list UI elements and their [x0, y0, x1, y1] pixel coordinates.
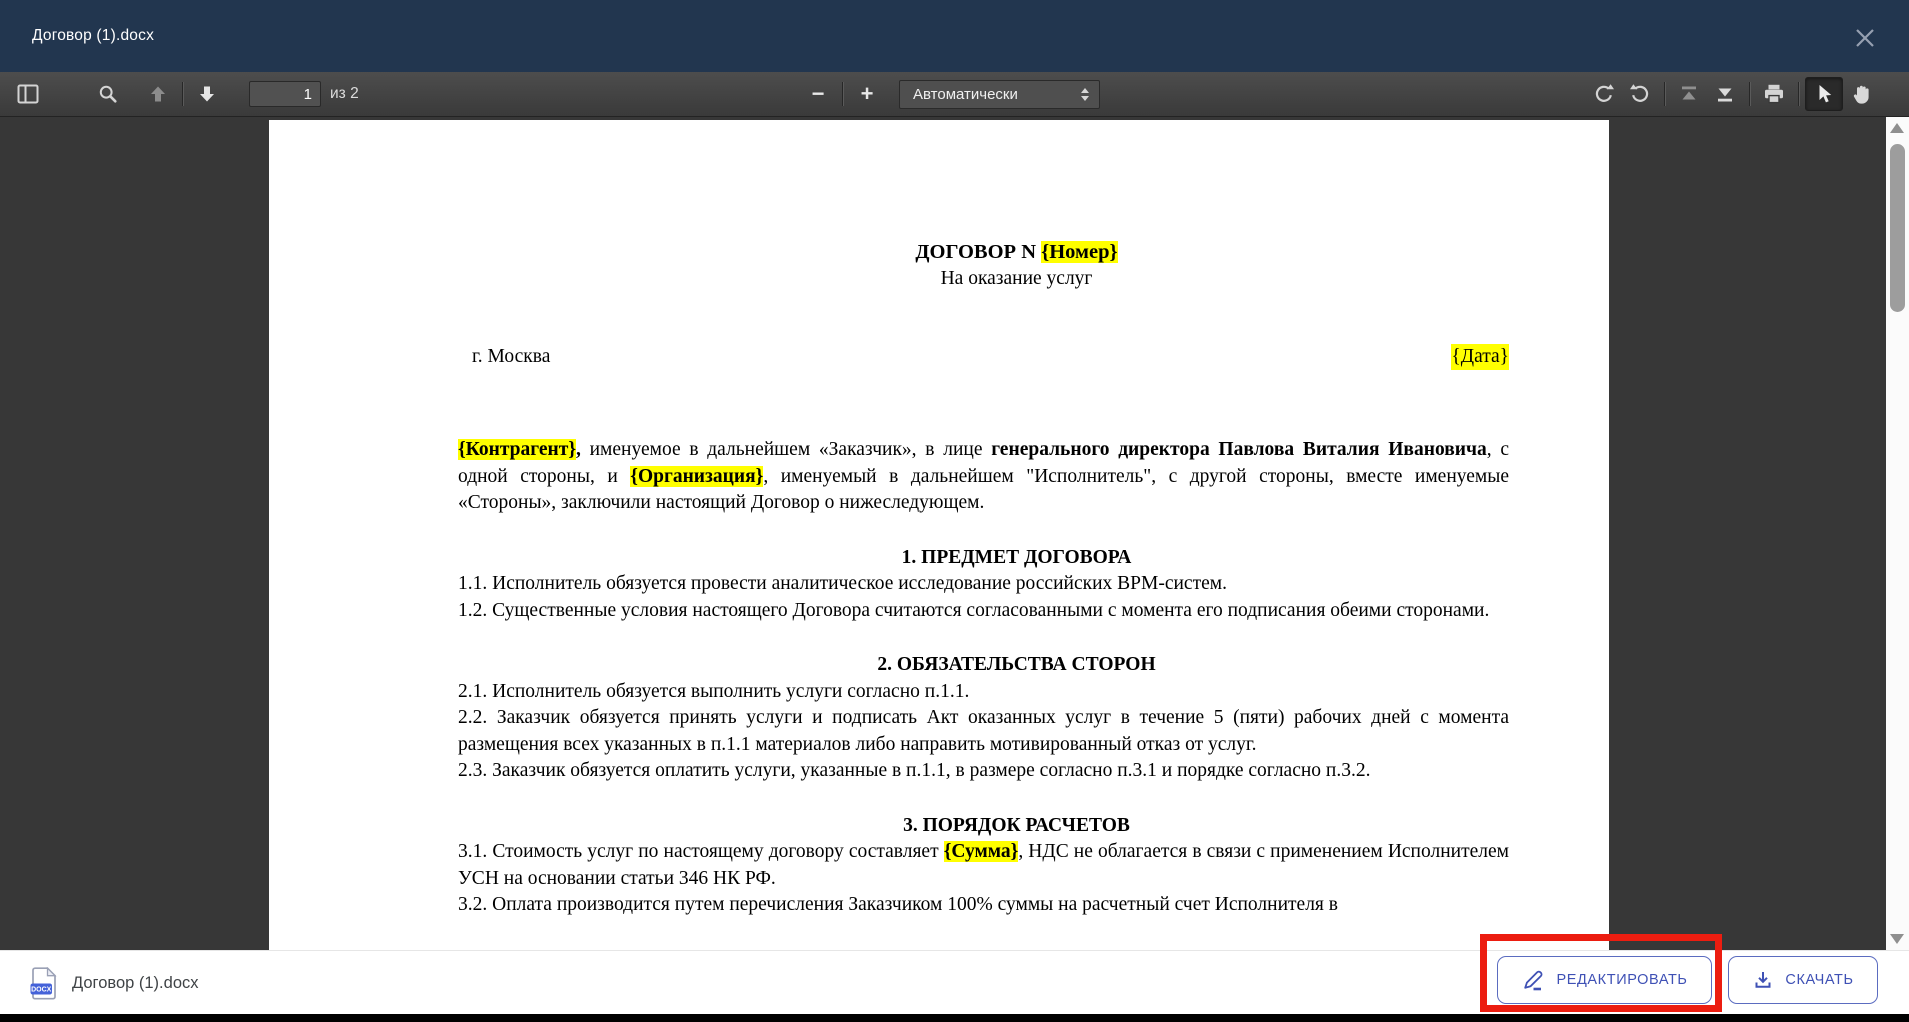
toolbar-separator [1664, 82, 1665, 106]
zoom-level-select[interactable] [899, 80, 1100, 109]
search-button[interactable] [90, 77, 126, 111]
page-count-label: из 2 [330, 85, 359, 102]
download-button-label: СКАЧАТЬ [1785, 972, 1854, 988]
contract-title: ДОГОВОР N {Номер} [915, 241, 1118, 263]
hand-tool-button[interactable] [1843, 77, 1879, 111]
page-number-input[interactable] [249, 81, 321, 107]
pdf-toolbar [0, 72, 1909, 117]
first-page-icon [1678, 84, 1700, 104]
zoom-in-button[interactable] [849, 77, 885, 111]
contract-clause: 3.1. Стоимость услуг по настоящему договору составляет {Сумма}, НДС не облагается в связи с применением Исполнителем УСН на основании статьи 346 НК РФ. [458, 841, 1509, 889]
section-heading: 3. ПОРЯДОК РАСЧЕТОВ [903, 814, 1130, 836]
sidebar-toggle-icon [17, 83, 39, 105]
contract-clause: 1.1. Исполнитель обязуется провести аналитическое исследование российских BPM-систем. [458, 573, 1227, 594]
rotate-counterclockwise-button[interactable] [1622, 77, 1658, 111]
section-heading: 2. ОБЯЗАТЕЛЬСТВА СТОРОН [877, 654, 1156, 675]
doc-sections [458, 545, 1509, 919]
section-heading: 1. ПРЕДМЕТ ДОГОВОРА [901, 546, 1132, 568]
edit-button[interactable] [1497, 956, 1712, 1004]
scrollbar-thumb[interactable] [1890, 144, 1905, 312]
scroll-up-icon[interactable] [1890, 123, 1904, 133]
download-icon [1752, 969, 1774, 991]
contract-clause: 2.1. Исполнитель обязуется выполнить услуги согласно п.1.1. [458, 680, 970, 702]
print-icon [1763, 84, 1785, 104]
number-placeholder: {Номер} [1041, 241, 1118, 263]
hand-tool-icon [1851, 83, 1872, 105]
first-page-button[interactable] [1671, 77, 1707, 111]
vertical-scrollbar[interactable] [1886, 117, 1909, 950]
toolbar-separator [1749, 82, 1750, 106]
zoom-out-button[interactable] [800, 77, 836, 111]
rotate-clockwise-icon [1593, 83, 1615, 105]
toolbar-separator [842, 82, 843, 106]
rotate-counterclockwise-icon [1629, 83, 1651, 105]
contract-clause: 3.2. Оплата производится путем перечисления Заказчиком 100% суммы на расчетный счет Исполнителя в [458, 894, 1338, 915]
close-button[interactable] [1849, 22, 1881, 54]
page-down-icon [197, 84, 217, 104]
select-arrows-icon [1081, 88, 1089, 101]
toolbar-separator [182, 82, 183, 106]
search-icon [98, 84, 118, 104]
last-page-icon [1714, 84, 1736, 104]
contract-clause: 1.2. Существенные условия настоящего Договора считаются согласованными с момента его подписания обеими сторонами. [458, 599, 1490, 621]
document-page [269, 120, 1609, 950]
previous-page-button[interactable] [140, 77, 176, 111]
docx-file-icon [30, 967, 57, 1000]
pencil-icon [1521, 968, 1545, 992]
svg-text:DOCX: DOCX [31, 986, 52, 994]
rotate-clockwise-button[interactable] [1586, 77, 1622, 111]
page-up-icon [148, 84, 168, 104]
zoom-in-icon: + [860, 81, 874, 106]
intro-paragraph: {Контрагент}, именуемое в дальнейшем «Заказчик», в лице генерального директора Павлова Виталия Ивановича, с одной стороны, и {Организация}, именуемый в дальнейшем "Исполнитель", с другой стороны, вместе именуемые «Стороны», заключили настоящий Договор о нижеследующем. [458, 439, 1510, 513]
city-label: г. Москва [472, 346, 551, 367]
footer-filename: Договор (1).docx [72, 973, 199, 992]
footer-bar [0, 950, 1909, 1014]
next-page-button[interactable] [189, 77, 225, 111]
last-page-button[interactable] [1707, 77, 1743, 111]
download-button[interactable] [1728, 956, 1878, 1004]
contract-subtitle: На оказание услуг [940, 268, 1093, 289]
window-title: Договор (1).docx [32, 27, 155, 44]
document-viewer [0, 117, 1909, 950]
contract-clause: 2.2. Заказчик обязуется принять услуги и подписать Акт оказанных услуг в течение 5 (пяти) рабочих дней с момента размещения всех указанных в п.1.1 материалов либо направить мотивированный отказ от услуг. [458, 707, 1509, 755]
text-select-tool-button[interactable] [1805, 77, 1843, 111]
date-placeholder: {Дата} [1451, 344, 1509, 370]
edit-button-label: РЕДАКТИРОВАТЬ [1556, 972, 1688, 988]
window-header [0, 0, 1909, 72]
document-content [269, 120, 1609, 919]
scroll-down-icon[interactable] [1890, 934, 1904, 944]
city-date-row [458, 344, 1509, 370]
cursor-select-icon [1815, 83, 1833, 105]
close-icon [1852, 25, 1878, 51]
file-info [30, 951, 199, 1015]
zoom-out-icon: − [811, 81, 825, 106]
sidebar-toggle-button[interactable] [10, 77, 46, 111]
toolbar-separator [1798, 82, 1799, 106]
print-button[interactable] [1756, 77, 1792, 111]
contract-clause: 2.3. Заказчик обязуется оплатить услуги, указанные в п.1.1, в размере согласно п.3.1 и порядке согласно п.3.2. [458, 760, 1371, 781]
zoom-level-value: Автоматически [913, 85, 1018, 103]
bottom-strip [0, 1014, 1909, 1022]
